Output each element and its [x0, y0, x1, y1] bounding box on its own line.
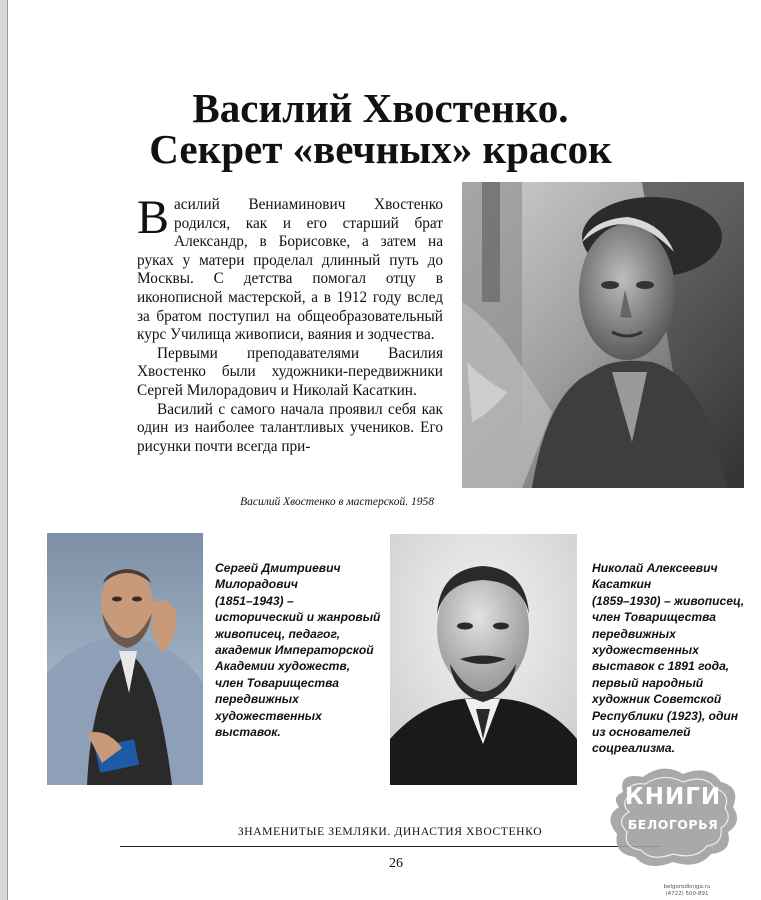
article-paragraph-3: Василий с самого начала проявил себя как один из наиболее талантливых учеников. Его рисунки почти всегда при- — [137, 400, 443, 455]
milorad-caption-line: передвижных — [215, 692, 299, 707]
kasatkin-caption-line: (1859–1930) – живописец, — [592, 593, 745, 608]
kasatkin-caption-line: Республики (1923), один — [592, 708, 739, 723]
milorad-caption-line: исторический и жанровый — [215, 610, 381, 625]
article-paragraph-2: Первыми преподавателями Василия Хвостенко были художники-передвижники Сергей Милорадович и Николай Касаткин. — [137, 344, 443, 399]
milorad-caption-line: (1851–1943) – — [215, 593, 294, 608]
logo-title: КНИГИ — [624, 784, 722, 810]
main-photo-caption: Василий Хвостенко в мастерской. 1958 — [240, 496, 434, 508]
article-paragraph-1 — [137, 191, 443, 345]
kasatkin-caption-line: Касаткин — [592, 577, 652, 592]
milorad-caption-line: живописец, педагог, — [215, 626, 341, 641]
kasatkin-caption-line: художественных — [592, 643, 699, 658]
milorad-caption-line: выставок. — [215, 725, 281, 740]
article-title-line-2: Секрет «вечных» красок — [149, 126, 612, 172]
kasatkin-caption — [592, 560, 744, 757]
article-paragraph-1-text: асилий Вениаминович Хвостенко родился, как и его старший брат Александр, в Борисовке, а затем на руках у матери проделал длинный путь до Москвы. С детства помогал отцу в иконописной мастерской, а в 1912 году вслед за братом поступил на общеобразовательный курс Училища живописи, ваяния и зодчества. — [137, 196, 443, 344]
kasatkin-caption-line: передвижных — [592, 626, 676, 641]
logo-phone: (4722) 500-891 — [665, 891, 709, 897]
portrait-milorad — [47, 533, 203, 785]
publisher-logo-watermark — [603, 762, 743, 882]
kasatkin-caption-line: член Товарищества — [592, 610, 716, 625]
drop-cap: В — [137, 191, 170, 244]
kasatkin-caption-line: из основателей — [592, 725, 691, 740]
kasatkin-caption-line: художник Советской — [592, 692, 722, 707]
page-number: 26 — [389, 856, 403, 871]
milorad-caption-line: академик Императорской — [215, 643, 374, 658]
milorad-caption-line: Сергей Дмитриевич — [215, 561, 341, 575]
portrait-kasatkin — [390, 534, 577, 785]
photo-khvostenko-studio — [462, 182, 744, 488]
logo-subtitle: БЕЛОГОРЬЯ — [627, 817, 719, 832]
milorad-caption-line: Академии художеств, — [215, 659, 351, 674]
milorad-caption — [215, 560, 380, 740]
milorad-caption-line: художественных — [215, 708, 322, 723]
kasatkin-caption-line: выставок с 1891 года, — [592, 659, 730, 674]
milorad-caption-line: Милорадович — [215, 577, 298, 592]
milorad-caption-line: член Товарищества — [215, 675, 339, 690]
logo-website: belgorodkniga.ru — [663, 884, 711, 890]
kasatkin-caption-line: первый народный — [592, 675, 704, 690]
footer-rule — [120, 846, 661, 847]
running-footer-title: ЗНАМЕНИТЫЕ ЗЕМЛЯКИ. ДИНАСТИЯ ХВОСТЕНКО — [237, 825, 543, 838]
article-title-line-1: Василий Хвостенко. — [192, 85, 569, 131]
kasatkin-caption-line: Николай Алексеевич — [592, 561, 718, 575]
kasatkin-caption-line: соцреализма. — [592, 741, 676, 756]
article-body — [137, 191, 443, 456]
